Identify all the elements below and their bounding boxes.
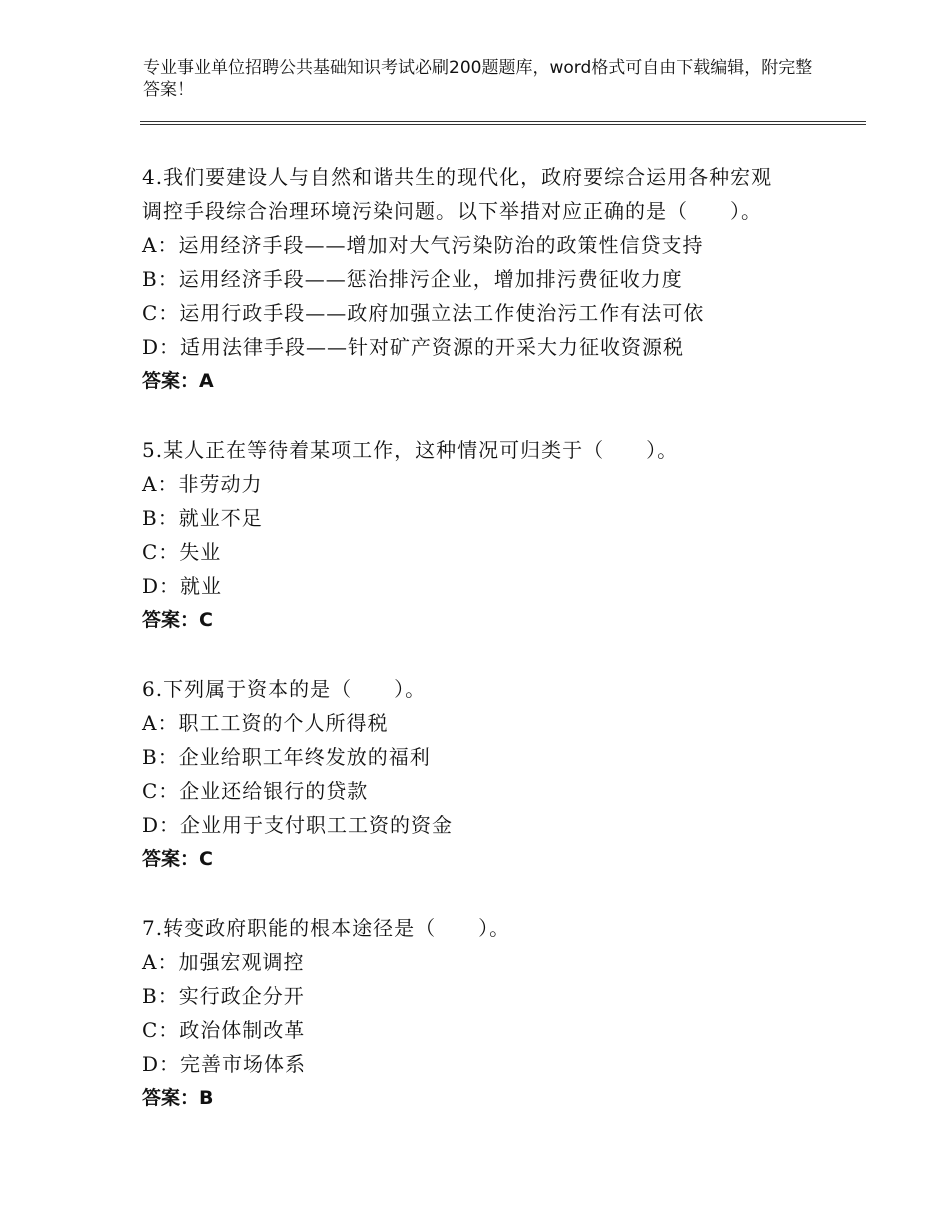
option-c: C：运用行政手段——政府加强立法工作使治污工作有法可依	[142, 301, 705, 325]
option-d: D：适用法律手段——针对矿产资源的开采大力征收资源税	[142, 335, 685, 359]
option-a: A：职工工资的个人所得税	[142, 711, 389, 735]
question-stem-continued: 调控手段综合治理环境污染问题。以下举措对应正确的是（ ）。	[142, 199, 762, 223]
document-header: 专业事业单位招聘公共基础知识考试必刷200题题库，word格式可自由下载编辑，附完整答案！	[143, 58, 813, 100]
option-c: C：企业还给银行的贷款	[142, 779, 369, 803]
option-b: B：企业给职工年终发放的福利	[142, 745, 431, 769]
option-b: B：实行政企分开	[142, 984, 305, 1008]
answer-line: 答案：A	[142, 370, 214, 392]
option-c: C：政治体制改革	[142, 1018, 306, 1042]
option-c: C：失业	[142, 540, 222, 564]
question-4	[142, 160, 822, 398]
option-a: A：非劳动力	[142, 472, 263, 496]
option-d: D：就业	[142, 574, 223, 598]
question-stem: 7.转变政府职能的根本途径是（ ）。	[142, 916, 511, 940]
question-stem: 6.下列属于资本的是（ ）。	[142, 677, 427, 701]
option-d: D：企业用于支付职工工资的资金	[142, 813, 454, 837]
header-divider-bottom	[140, 124, 866, 125]
header-divider-top	[140, 121, 866, 122]
question-7	[142, 911, 822, 1115]
question-5	[142, 433, 822, 637]
option-a: A：运用经济手段——增加对大气污染防治的政策性信贷支持	[142, 233, 704, 257]
question-stem: 5.某人正在等待着某项工作，这种情况可归类于（ ）。	[142, 438, 679, 462]
question-6	[142, 672, 822, 876]
question-stem: 4.我们要建设人与自然和谐共生的现代化，政府要综合运用各种宏观	[142, 165, 773, 189]
answer-line: 答案：C	[142, 848, 213, 870]
option-b: B：就业不足	[142, 506, 263, 530]
option-d: D：完善市场体系	[142, 1052, 307, 1076]
option-a: A：加强宏观调控	[142, 950, 305, 974]
option-b: B：运用经济手段——惩治排污企业，增加排污费征收力度	[142, 267, 683, 291]
answer-line: 答案：C	[142, 609, 213, 631]
answer-line: 答案：B	[142, 1087, 214, 1109]
